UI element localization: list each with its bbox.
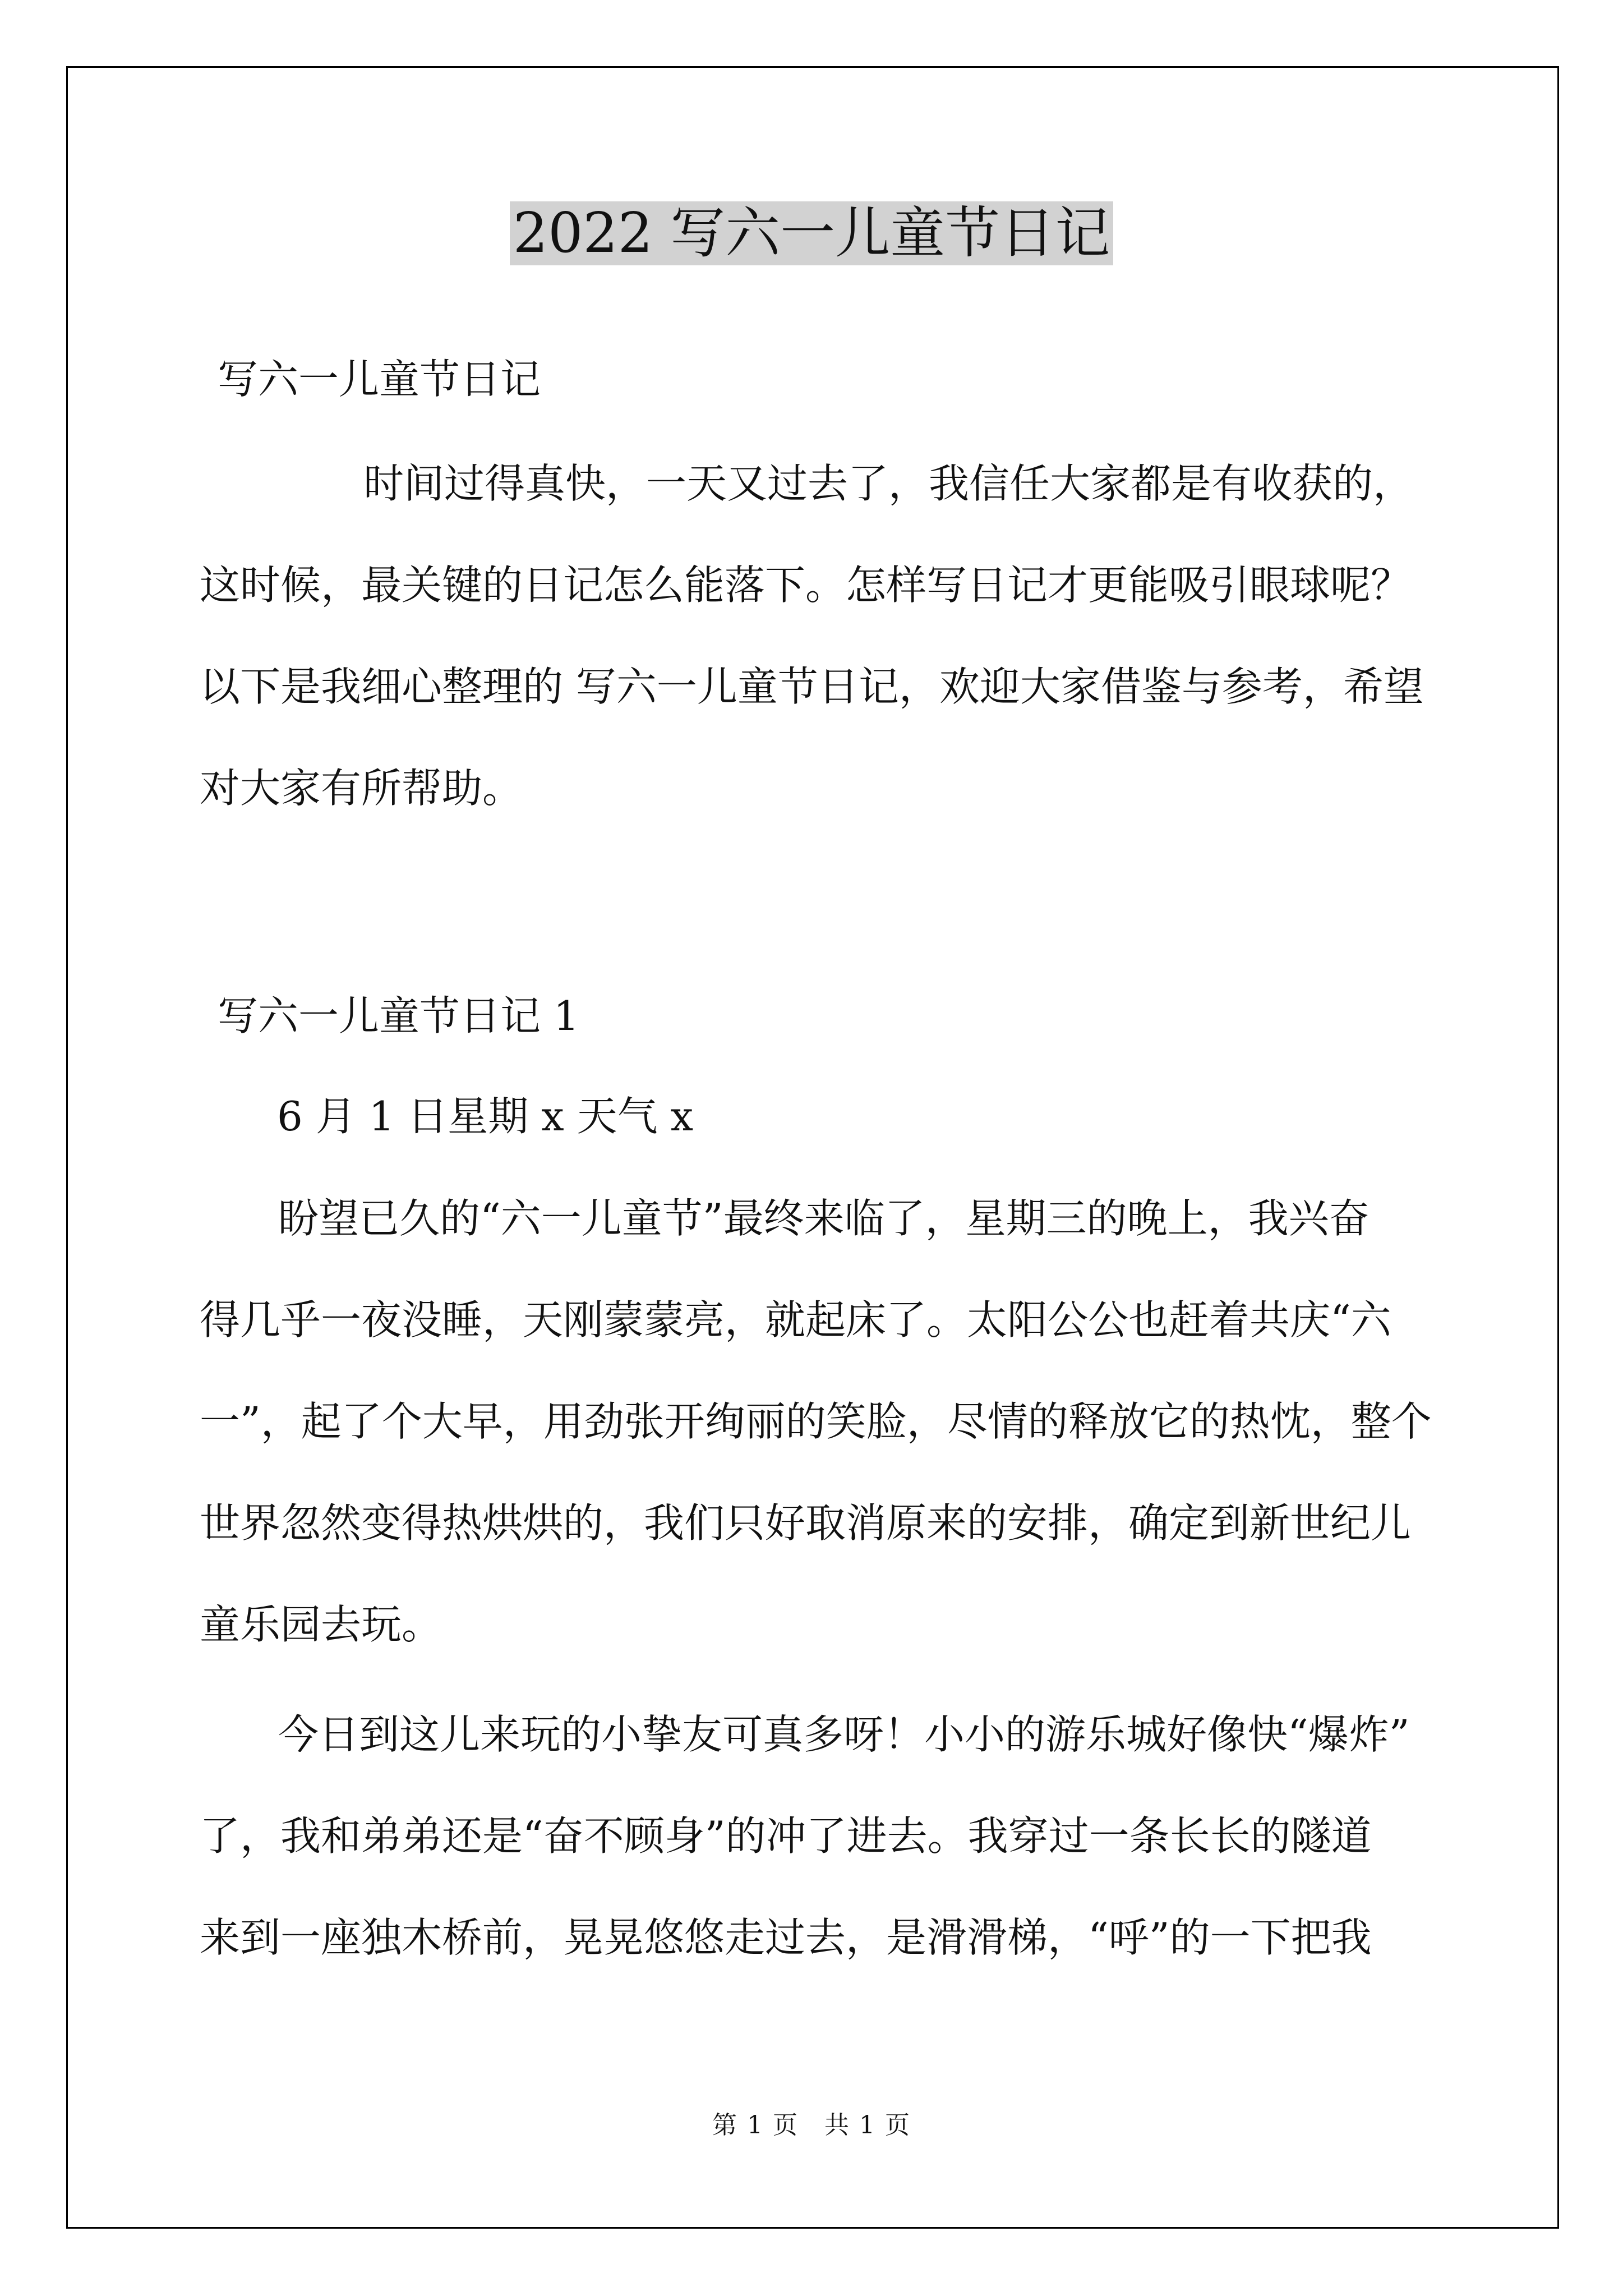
para1-line-5: 童乐园去玩。 — [200, 1601, 442, 1648]
para1-line-2: 得几乎一夜没睡，天刚蒙蒙亮，就起床了。太阳公公也赶着共庆“六 — [200, 1296, 1391, 1343]
para2-line-2: 了，我和弟弟还是“奋不顾身”的冲了进去。我穿过一条长长的隧道 — [200, 1812, 1372, 1860]
document-title — [0, 194, 1623, 273]
title-text: 2022 写六一儿童节日记 — [510, 201, 1114, 265]
intro-line-3: 以下是我细心整理的 写六一儿童节日记，欢迎大家借鉴与参考，希望 — [200, 663, 1424, 710]
intro-line-4: 对大家有所帮助。 — [200, 765, 523, 812]
page-footer: 第 1 页 共 1 页 — [712, 2111, 911, 2139]
subtitle: 写六一儿童节日记 — [218, 356, 541, 403]
para1-line-4: 世界忽然变得热烘烘的，我们只好取消原来的安排，确定到新世纪儿 — [200, 1499, 1412, 1547]
section-heading: 写六一儿童节日记 1 — [218, 992, 579, 1039]
para1-line-3: 一”，起了个大早，用劲张开绚丽的笑脸，尽情的释放它的热忱，整个 — [200, 1398, 1432, 1445]
intro-line-1: 时间过得真快，一天又过去了，我信任大家都是有收获的， — [363, 460, 1414, 507]
intro-line-2: 这时候，最关键的日记怎么能落下。怎样写日记才更能吸引眼球呢？ — [200, 562, 1412, 609]
date-line: 6 月 1 日星期 x 天气 x — [277, 1093, 694, 1140]
para2-line-3: 来到一座独木桥前，晃晃悠悠走过去，是滑滑梯，“呼”的一下把我 — [200, 1914, 1372, 1961]
para2-line-1: 今日到这儿来玩的小挚友可真多呀！小小的游乐城好像快“爆炸” — [278, 1711, 1410, 1758]
para1-line-1: 盼望已久的“六一儿童节”最终来临了，星期三的晚上，我兴奋 — [278, 1195, 1370, 1242]
